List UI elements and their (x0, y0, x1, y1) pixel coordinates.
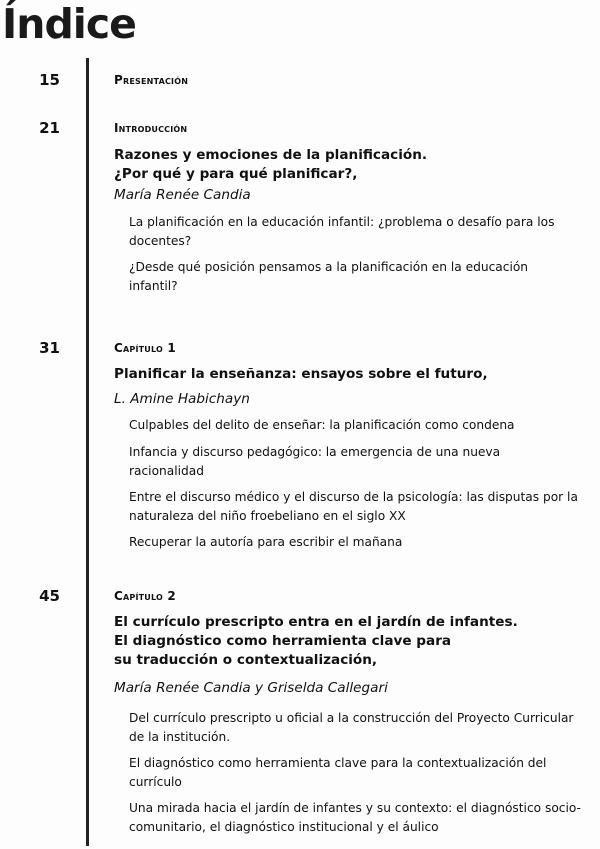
page-number: 31 (39, 339, 60, 357)
section-label: Capítulo 2 (114, 589, 176, 603)
chapter-author: María Renée Candia y Griselda Callegari (114, 680, 388, 696)
page-number: 21 (39, 119, 60, 137)
section-label: Introducción (114, 121, 188, 135)
subsection: Una mirada hacia el jardín de infantes y su contexto: el diagnóstico socio-comunitario, el diagnóstico institucional y el áulico (129, 801, 581, 834)
vertical-divider (86, 58, 89, 846)
subsection: Entre el discurso médico y el discurso de la psicología: las disputas por la naturaleza del niño froebeliano en el siglo XX (129, 490, 578, 523)
page-number: 15 (39, 71, 60, 89)
subsection: ¿Desde qué posición pensamos a la planificación en la educación infantil? (129, 260, 529, 293)
page-title: Índice (2, 0, 136, 48)
subsection: Culpables del delito de enseñar: la planificación como condena (129, 418, 515, 432)
chapter-title: Razones y emociones de la planificación. ¿Por qué y para qué planificar?, (114, 147, 428, 182)
chapter-author: María Renée Candia (114, 187, 251, 203)
chapter-title: El currículo prescripto entra en el jardín de infantes. El diagnóstico como herramienta clave para su traducción o contextualización, (114, 614, 518, 668)
chapter-title: Planificar la enseñanza: ensayos sobre el futuro, (114, 366, 488, 382)
subsection: Del currículo prescripto u oficial a la construcción del Proyecto Curricular de la institución. (129, 711, 574, 744)
subsection: Recuperar la autoría para escribir el mañana (129, 535, 403, 549)
section-label: Capítulo 1 (114, 341, 176, 355)
page-number: 45 (39, 587, 60, 605)
subsection: La planificación en la educación infantil: ¿problema o desafío para los docentes? (129, 215, 555, 248)
subsection: El diagnóstico como herramienta clave para la contextualización del currículo (129, 756, 547, 789)
subsection: Infancia y discurso pedagógico: la emergencia de una nueva racionalidad (129, 445, 501, 478)
section-label: Presentación (114, 73, 189, 87)
chapter-author: L. Amine Habichayn (114, 391, 250, 407)
